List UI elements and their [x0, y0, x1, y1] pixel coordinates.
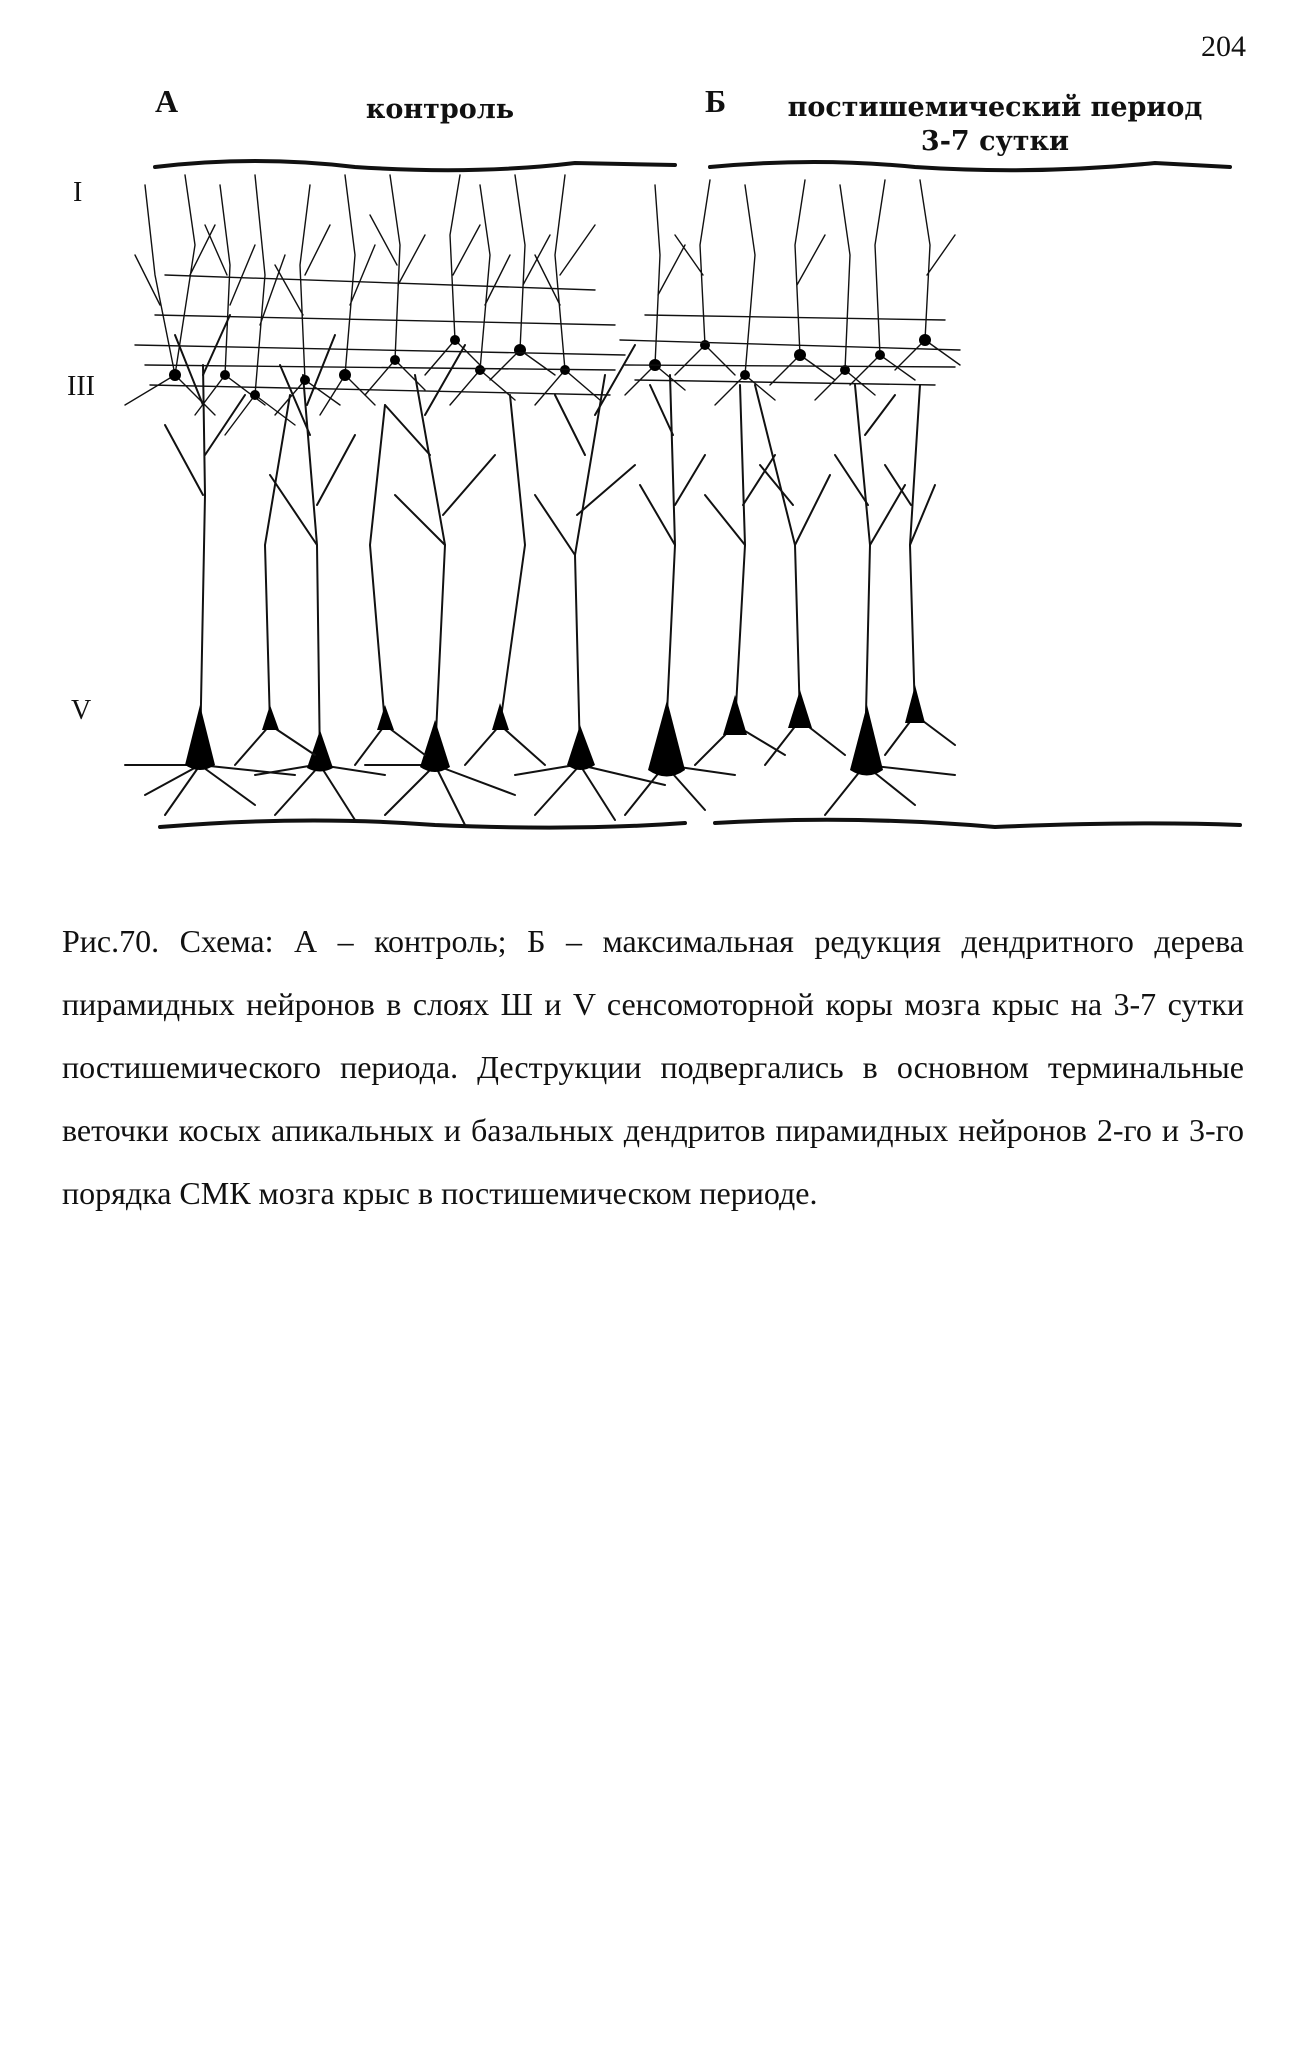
layer-label-i: I	[73, 177, 83, 208]
neuron-drawing	[55, 75, 1255, 855]
panel-b-top-border	[710, 162, 1230, 170]
layer-label-v: V	[71, 695, 92, 726]
panel-a-bottom-border	[160, 820, 685, 827]
neuron-figure	[55, 75, 1255, 855]
panel-a-label: А	[155, 83, 179, 119]
panel-b-title-line1: постишемический период	[787, 92, 1203, 123]
figure-caption	[62, 910, 1244, 1225]
panel-b-layer-v-neurons	[625, 375, 955, 815]
panel-b-bottom-border	[715, 820, 1240, 827]
panel-b-layer-iii-neurons	[620, 180, 960, 405]
caption-text: Рис.70. Схема: А – контроль; Б – максимальная редукция дендритного дерева пирамидных нейронов в слоях Ш и V сенсомоторной коры мозга крыс на 3-7 сутки постишемического периода. Деструкции подвергались в основном терминальные веточки косых апикальных и базальных дендритов пирамидных нейронов 2-го и 3-го порядка СМК мозга крыс в постишемическом периоде.	[62, 923, 1244, 1211]
layer-label-iii: III	[67, 371, 95, 402]
panel-b-title-line2: 3-7 сутки	[920, 126, 1070, 157]
panel-a-layer-v-neurons	[125, 315, 665, 825]
panel-a-top-border	[155, 161, 675, 170]
panel-b-label: Б	[705, 83, 727, 119]
panel-a-title: контроль	[365, 94, 515, 125]
page-number: 204	[1201, 30, 1246, 63]
